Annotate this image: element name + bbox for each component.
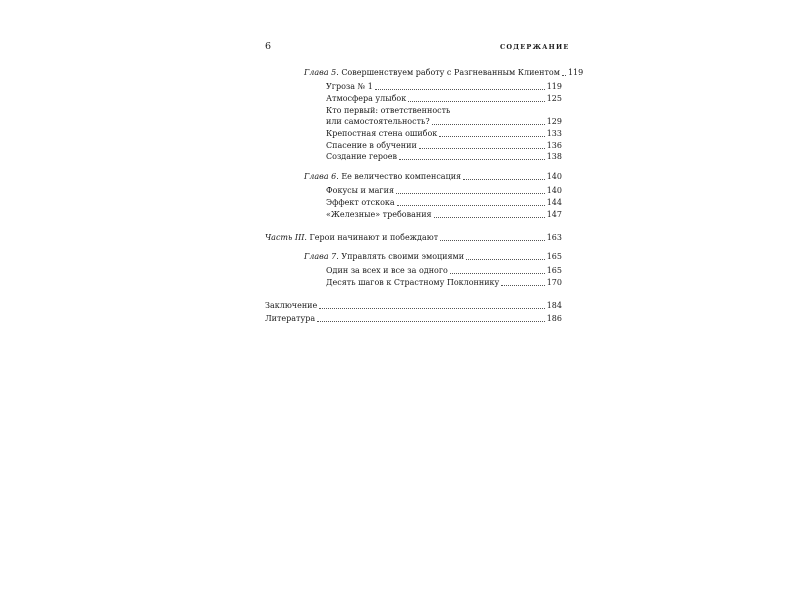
dot-leader — [463, 179, 545, 180]
page-ref: 163 — [546, 233, 562, 242]
entry-title: Спасение в обучении — [326, 141, 417, 150]
toc-chapter-6[interactable] — [304, 171, 562, 183]
toc-references[interactable] — [265, 313, 562, 325]
dot-leader — [432, 124, 545, 125]
page-ref: 119 — [546, 82, 562, 91]
entry-title: Эффект отскока — [326, 198, 395, 207]
chapter-title: Управлять своими эмоциями — [341, 252, 465, 261]
page-number: 6 — [265, 41, 272, 52]
entry-title: Заключение — [265, 301, 318, 310]
entry-title: Литература — [265, 314, 316, 323]
dot-leader — [562, 75, 566, 76]
entry-title: «Железные» требования — [326, 210, 432, 219]
dot-leader — [408, 101, 544, 102]
entry-title: Кто первый: ответственность — [326, 106, 451, 115]
part-title: Герои начинают и побеждают — [309, 233, 439, 242]
toc-entry[interactable] — [326, 277, 562, 289]
toc-entry[interactable] — [326, 116, 562, 128]
entry-title: Один за всех и все за одного — [326, 266, 448, 275]
toc-part-3[interactable] — [265, 232, 562, 244]
toc-entry[interactable] — [326, 151, 562, 163]
entry-title: Создание героев — [326, 152, 398, 161]
chapter-title: Ее величество компенсация — [341, 172, 462, 181]
page-ref: 119 — [567, 68, 584, 77]
page-ref: 170 — [546, 278, 562, 287]
toc-entry[interactable] — [326, 185, 562, 197]
toc-entry[interactable] — [326, 197, 562, 209]
dot-leader — [434, 217, 545, 218]
chapter-title: Совершенствуем работу с Разгневанным Клиентом — [341, 68, 560, 77]
chapter-prefix: Глава 7. — [304, 252, 339, 261]
page-ref: 140 — [546, 186, 562, 195]
page-ref: 138 — [546, 152, 562, 161]
entry-title: Фокусы и магия — [326, 186, 394, 195]
toc-chapter-7[interactable] — [304, 251, 562, 263]
toc-entry[interactable] — [326, 81, 562, 93]
toc-entry[interactable] — [326, 128, 562, 140]
dot-leader — [319, 308, 544, 309]
part-prefix: Часть III. — [265, 233, 307, 242]
dot-leader — [317, 321, 545, 322]
dot-leader — [501, 285, 544, 286]
toc-entry[interactable] — [326, 93, 562, 105]
page-ref: 186 — [546, 314, 562, 323]
dot-leader — [440, 240, 545, 241]
page-ref: 133 — [546, 129, 562, 138]
page-ref: 136 — [546, 141, 562, 150]
dot-leader — [439, 136, 544, 137]
page-ref: 184 — [546, 301, 562, 310]
chapter-prefix: Глава 6. — [304, 172, 339, 181]
entry-title: Угроза № 1 — [326, 82, 373, 91]
dot-leader — [396, 193, 545, 194]
dot-leader — [399, 159, 545, 160]
dot-leader — [450, 273, 545, 274]
entry-title: Атмосфера улыбок — [326, 94, 407, 103]
dot-leader — [397, 205, 545, 206]
dot-leader — [375, 89, 545, 90]
page-ref: 165 — [546, 252, 562, 261]
dot-leader — [466, 259, 545, 260]
page-ref: 165 — [546, 266, 562, 275]
page-ref: 125 — [546, 94, 562, 103]
chapter-prefix: Глава 5. — [304, 68, 339, 77]
toc-chapter-5[interactable] — [304, 67, 584, 79]
toc-entry[interactable] — [326, 265, 562, 277]
page-ref: 140 — [546, 172, 562, 181]
entry-title: или самостоятельность? — [326, 117, 430, 126]
toc-entry[interactable] — [326, 209, 562, 221]
dot-leader — [419, 148, 545, 149]
toc-conclusion[interactable] — [265, 300, 562, 312]
running-head: СОДЕРЖАНИЕ — [500, 43, 570, 51]
entry-title: Десять шагов к Страстному Поклоннику — [326, 278, 500, 287]
page-ref: 129 — [546, 117, 562, 126]
page-ref: 147 — [546, 210, 562, 219]
page-ref: 144 — [546, 198, 562, 207]
entry-title: Крепостная стена ошибок — [326, 129, 438, 138]
